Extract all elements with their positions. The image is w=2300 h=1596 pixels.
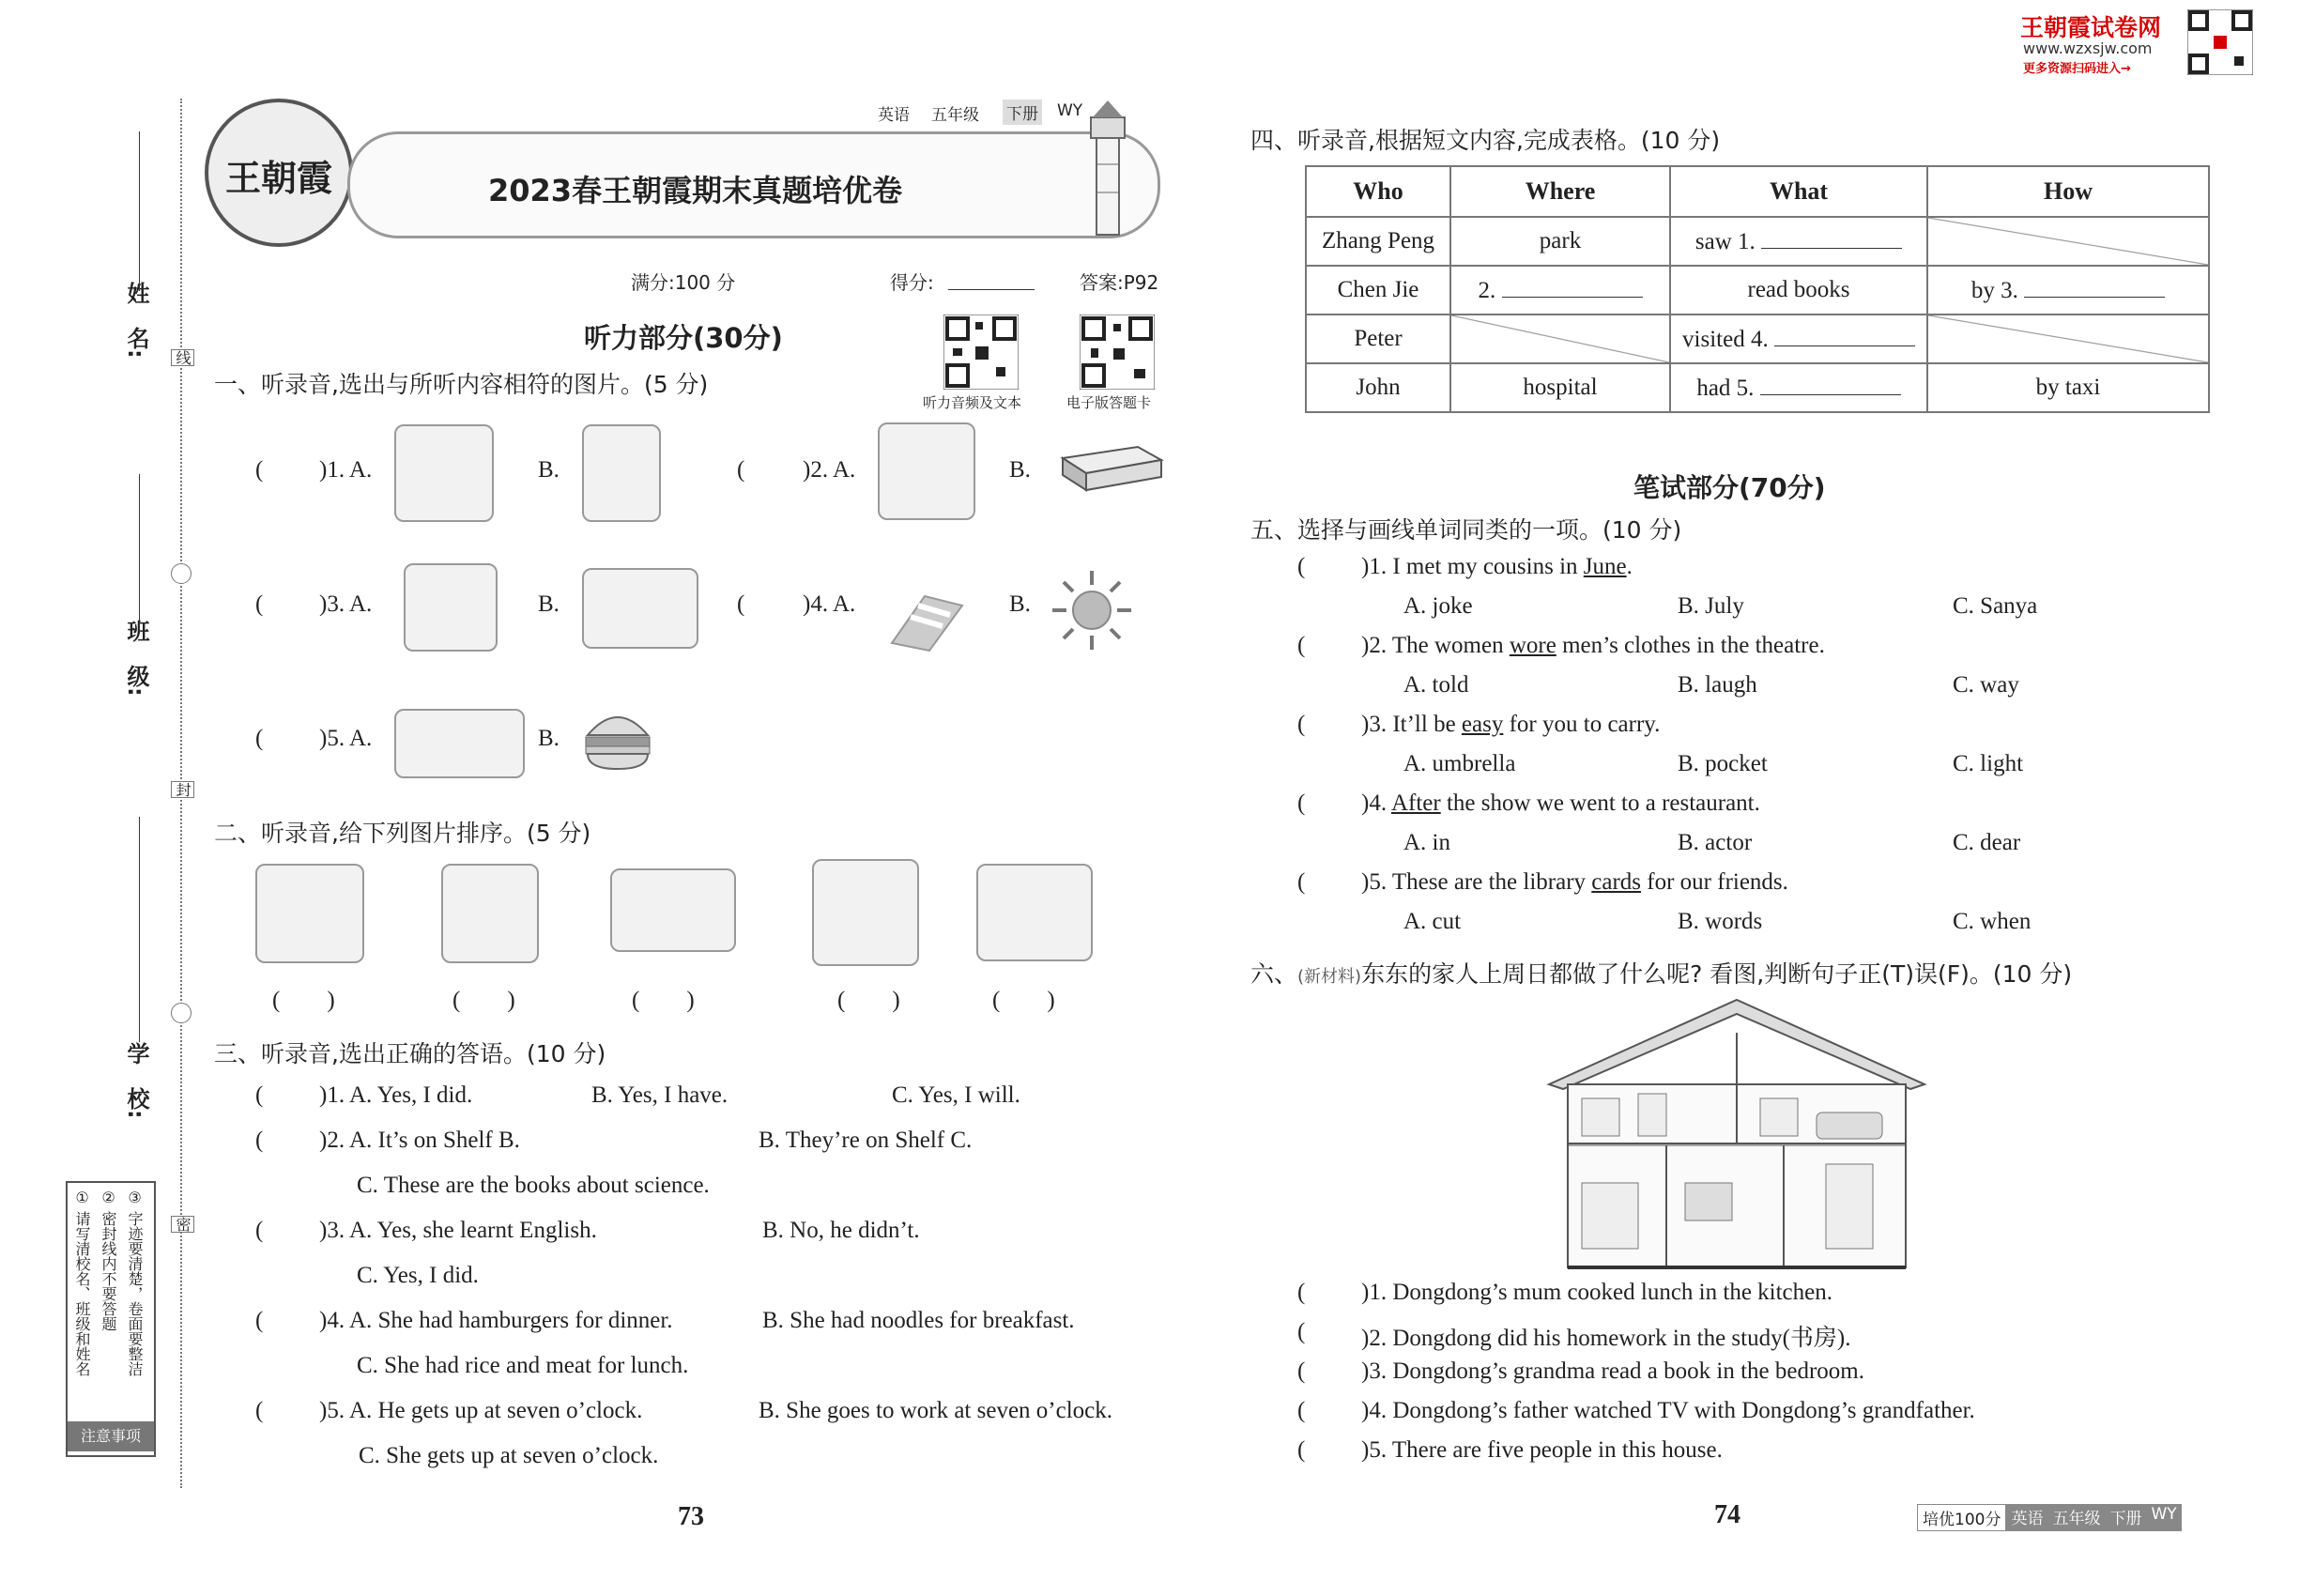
s1-q2-paren[interactable]: (: [737, 457, 745, 483]
s5-q4-post: the show we went to a restaurant.: [1440, 790, 1760, 816]
s5-q3-underlined: easy: [1461, 712, 1504, 737]
s5-q4-b[interactable]: B. actor: [1678, 830, 1753, 855]
class-label: 班 级:: [123, 620, 149, 697]
s2-paren-2[interactable]: ( ): [452, 988, 515, 1013]
s2-paren-1[interactable]: ( ): [272, 988, 335, 1013]
score-label: 得分:: [890, 271, 934, 294]
hamburger-icon[interactable]: [580, 699, 655, 775]
s6-q1: )1. Dongdong’s mum cooked lunch in the kitchen.: [1361, 1280, 1833, 1305]
s6-q3-paren[interactable]: (: [1297, 1358, 1306, 1384]
s3-q4-a: )4. A. She had hamburgers for dinner.: [319, 1308, 673, 1333]
s5-q4-paren[interactable]: (: [1297, 790, 1306, 816]
brand-url[interactable]: www.wzxsjw.com: [2023, 39, 2153, 57]
s1-q2-no: )2. A.: [803, 457, 856, 483]
score-total: 满分:100 分: [631, 271, 736, 294]
notice-1: ① 请写清校名、班级和姓名: [73, 1189, 91, 1377]
s5-q1-a[interactable]: A. joke: [1403, 593, 1473, 619]
house-illustration[interactable]: [1544, 995, 1929, 1272]
s3-q5-b: B. She goes to work at seven o’clock.: [759, 1398, 1113, 1423]
name-label: 姓 名:: [123, 282, 149, 359]
s1-q3-paren[interactable]: (: [255, 591, 264, 617]
s3-q3-c: C. Yes, I did.: [357, 1263, 479, 1288]
boy-reading-image[interactable]: [441, 864, 539, 963]
s4-r2-where[interactable]: [1450, 266, 1670, 315]
brand-site[interactable]: 王朝霞试卷网: [2020, 14, 2162, 41]
s4-blank-2[interactable]: [1502, 276, 1643, 298]
s6-q3: )3. Dongdong’s grandma read a book in the bedroom.: [1361, 1358, 1864, 1384]
writing-title: 笔试部分(70分): [1633, 472, 1826, 503]
s4-r1-how-slash: [1927, 217, 2209, 266]
s4-r4-who: John: [1306, 363, 1450, 412]
s5-q2-underlined: wore: [1509, 633, 1556, 658]
s4-r2-where-label: 2.: [1478, 278, 1496, 303]
s4-r3-who: Peter: [1306, 315, 1450, 363]
s5-q2-pre: )2. The women: [1361, 633, 1510, 658]
footer-bar: [1917, 1504, 2182, 1531]
s5-q3-b[interactable]: B. pocket: [1678, 751, 1768, 776]
s3-q2-c: C. These are the books about science.: [357, 1173, 710, 1198]
s3-q5-c: C. She gets up at seven o’clock.: [359, 1443, 659, 1468]
s5-q5-paren[interactable]: (: [1297, 869, 1306, 895]
header-grade: 五年级: [931, 106, 979, 125]
sun-icon[interactable]: [1050, 568, 1134, 652]
s4-table: [1305, 165, 2210, 413]
s6-title: 东东的家人上周日都做了什么呢? 看图,判断句子正(T)误(F)。(10 分): [1361, 960, 2073, 988]
s5-q5-stem: [1361, 869, 1788, 896]
notice-title: 注意事项: [68, 1421, 154, 1451]
s5-q3-post: for you to carry.: [1503, 712, 1661, 737]
s4-title: 四、听录音,根据短文内容,完成表格。(10 分): [1250, 127, 1721, 154]
school-field[interactable]: [139, 817, 140, 1042]
footer-subject: 英语: [2006, 1504, 2047, 1531]
s4-r3-what[interactable]: [1670, 315, 1927, 363]
s6-q4: )4. Dongdong’s father watched TV with Dongdong’s grandfather.: [1361, 1398, 1975, 1423]
s3-q4-c: C. She had rice and meat for lunch.: [357, 1353, 689, 1378]
s5-q5-pre: )5. These are the library: [1361, 869, 1592, 895]
s6-q2-paren[interactable]: (: [1297, 1319, 1306, 1344]
s3-q1-c: C. Yes, I will.: [892, 1082, 1020, 1108]
s5-q1-underlined: June: [1583, 554, 1627, 579]
s5-q3-c[interactable]: C. light: [1953, 751, 2024, 776]
s3-q5-a: )5. A. He gets up at seven o’clock.: [319, 1398, 643, 1423]
brand-qr-icon[interactable]: [2187, 9, 2253, 75]
s4-r1-what[interactable]: [1670, 217, 1927, 266]
kite-flying-image[interactable]: [812, 859, 919, 966]
s5-q2-c[interactable]: C. way: [1953, 672, 2019, 698]
s1-q2-b: B.: [1009, 457, 1031, 483]
lighthouse-icon: [1080, 99, 1136, 239]
s4-r3-what-label: visited 4.: [1682, 327, 1769, 352]
footer-label: 培优100分: [1917, 1504, 2006, 1531]
s5-q4-a[interactable]: A. in: [1403, 830, 1450, 855]
s3-q3-a: )3. A. Yes, she learnt English.: [319, 1218, 597, 1243]
s4-r2-what: read books: [1670, 266, 1927, 315]
logo-text: 王朝霞: [224, 157, 332, 199]
family-party-image[interactable]: [255, 864, 364, 963]
brand-more: 更多资源扫码进入→: [2023, 62, 2131, 76]
traffic-image[interactable]: [610, 868, 736, 952]
s4-blank-1[interactable]: [1761, 227, 1902, 249]
s1-q1-paren[interactable]: (: [255, 457, 264, 483]
audio-qr-caption: 听力音频及文本: [923, 396, 1022, 411]
s5-title: 五、选择与画线单词同类的一项。(10 分): [1250, 516, 1682, 544]
s2-paren-5[interactable]: ( ): [992, 988, 1055, 1013]
s2-paren-4[interactable]: ( ): [837, 988, 900, 1013]
s3-q1-paren[interactable]: (: [255, 1082, 264, 1108]
s5-q2-stem: [1361, 633, 1825, 659]
s5-q2-a[interactable]: A. told: [1403, 672, 1469, 698]
girl-drawing-image[interactable]: [582, 424, 661, 522]
kite-icon[interactable]: [882, 577, 967, 652]
s4-r3-how-slash: [1927, 315, 2209, 363]
s1-title: 一、听录音,选出与所听内容相符的图片。(5 分): [214, 371, 709, 398]
s1-q5-paren[interactable]: (: [255, 726, 264, 751]
footer-grade: 五年级: [2047, 1504, 2105, 1531]
s6-title-line: [1250, 956, 2072, 990]
s5-q5-c[interactable]: C. when: [1953, 909, 2032, 934]
s4-r1-where: park: [1450, 217, 1670, 266]
logo-badge: [205, 99, 353, 247]
s4-r4-what[interactable]: [1670, 363, 1927, 412]
s5-q4-c[interactable]: C. dear: [1953, 830, 2021, 855]
s2-title: 二、听录音,给下列图片排序。(5 分): [214, 820, 591, 847]
s6-q5: )5. There are five people in this house.: [1361, 1437, 1723, 1463]
s4-r1-what-label: saw 1.: [1694, 229, 1756, 254]
answer-ref: 答案:P92: [1080, 271, 1159, 294]
s4-blank-3[interactable]: [2024, 276, 2165, 298]
s5-q5-underlined: cards: [1591, 869, 1642, 895]
notice-box: [66, 1181, 156, 1457]
exam-title: 2023春王朝霞期末真题培优卷: [488, 173, 903, 208]
girl-food-image[interactable]: [976, 864, 1093, 961]
notice-3: ③ 字迹要清楚，卷面要整洁: [126, 1189, 144, 1377]
s3-q1-b: B. Yes, I have.: [591, 1082, 728, 1108]
s4-r2-who: Chen Jie: [1306, 266, 1450, 315]
page-number-left: 73: [678, 1502, 704, 1531]
s2-paren-3[interactable]: ( ): [632, 988, 695, 1013]
s1-q4-b: B.: [1009, 591, 1031, 617]
score-field[interactable]: [948, 289, 1035, 290]
boy-library-image[interactable]: [582, 568, 698, 649]
s3-q4-b: B. She had noodles for breakfast.: [762, 1308, 1075, 1333]
s4-header-where: Where: [1450, 166, 1670, 217]
s5-q3-stem: [1361, 712, 1660, 738]
s5-q3-a[interactable]: A. umbrella: [1403, 751, 1516, 776]
s5-q1-pre: )1. I met my cousins in: [1361, 554, 1584, 579]
s5-q1-c[interactable]: C. Sanya: [1953, 593, 2038, 619]
s3-q2-a: )2. A. It’s on Shelf B.: [319, 1128, 520, 1153]
audio-qr-icon[interactable]: [943, 315, 1019, 390]
name-field[interactable]: [139, 131, 140, 291]
book-icon[interactable]: [1053, 441, 1166, 498]
s1-q1-no: )1. A.: [319, 457, 373, 483]
s4-r4-how: by taxi: [1927, 363, 2209, 412]
s3-q5-paren[interactable]: (: [255, 1398, 264, 1423]
seal-dot-2: [171, 1003, 192, 1023]
header-subject: 英语: [878, 106, 910, 125]
s1-q3-b: B.: [538, 591, 560, 617]
s1-q4-no: )4. A.: [803, 591, 856, 617]
school-label: 学 校:: [123, 1042, 149, 1119]
s3-q4-paren[interactable]: (: [255, 1308, 264, 1333]
header-edition: WY: [1057, 101, 1083, 120]
s6-title-prefix: 六、: [1250, 960, 1298, 988]
s4-header-how: How: [1927, 166, 2209, 217]
s1-q5-b: B.: [538, 726, 560, 751]
s4-blank-4[interactable]: [1774, 325, 1915, 346]
s4-r2-how-label: by 3.: [1970, 278, 2018, 303]
s5-q1-stem: [1361, 554, 1633, 580]
s6-q5-paren[interactable]: (: [1297, 1437, 1306, 1463]
s5-q1-post: .: [1626, 554, 1633, 579]
footer-edition: WY: [2146, 1504, 2181, 1531]
s1-q4-paren[interactable]: (: [737, 591, 745, 617]
s1-q1-b: B.: [538, 457, 560, 483]
card-qr-icon[interactable]: [1080, 315, 1155, 390]
s5-q1-b[interactable]: B. July: [1678, 593, 1744, 619]
seal-dot-1: [171, 563, 192, 584]
s5-q4-pre: )4.: [1361, 790, 1391, 816]
card-qr-caption: 电子版答题卡: [1066, 396, 1152, 411]
s6-q4-paren[interactable]: (: [1297, 1398, 1306, 1423]
dragon-kite-image[interactable]: [878, 422, 975, 520]
s5-q4-underlined: After: [1390, 790, 1441, 816]
s4-r2-how[interactable]: [1927, 266, 2209, 315]
class-field[interactable]: [139, 474, 140, 634]
car-scene-image[interactable]: [394, 424, 494, 522]
s3-title: 三、听录音,选出正确的答语。(10 分): [214, 1040, 606, 1067]
seal-mark-line: 线: [171, 349, 194, 366]
s1-q5-no: )5. A.: [319, 726, 373, 751]
sandwiches-image[interactable]: [394, 709, 525, 778]
s6-tag: (新材料): [1297, 967, 1362, 987]
footer-term: 下册: [2105, 1504, 2146, 1531]
notice-2: ② 密封线内不要答题: [100, 1189, 117, 1332]
s5-q2-post: men’s clothes in the theatre.: [1556, 633, 1825, 658]
s5-q5-a[interactable]: A. cut: [1403, 909, 1462, 934]
s4-blank-5[interactable]: [1760, 374, 1901, 395]
s1-q3-no: )3. A.: [319, 591, 373, 617]
s5-q3-pre: )3. It’ll be: [1361, 712, 1462, 737]
s5-q3-paren[interactable]: (: [1297, 712, 1306, 737]
s4-r4-what-label: had 5.: [1696, 376, 1755, 401]
s3-q2-b: B. They’re on Shelf C.: [759, 1128, 973, 1153]
s3-q2-paren[interactable]: (: [255, 1128, 264, 1153]
s5-q2-paren[interactable]: (: [1297, 633, 1306, 658]
header-term: 下册: [1003, 100, 1042, 125]
s4-r3-where-slash: [1450, 315, 1670, 363]
s5-q1-paren[interactable]: (: [1297, 554, 1306, 579]
s5-q4-stem: [1361, 790, 1760, 817]
s4-r4-where: hospital: [1450, 363, 1670, 412]
s4-r1-who: Zhang Peng: [1306, 217, 1450, 266]
seal-mark-seal: 封: [171, 781, 194, 798]
s3-q3-paren[interactable]: (: [255, 1218, 264, 1243]
page-number-right: 74: [1714, 1500, 1740, 1529]
s3-q3-b: B. No, he didn’t.: [762, 1218, 920, 1243]
s5-q5-b[interactable]: B. words: [1678, 909, 1763, 934]
seal-mark-secret: 密: [171, 1216, 194, 1233]
listening-title: 听力部分(30分): [584, 322, 783, 354]
s3-q1-a: )1. A. Yes, I did.: [319, 1082, 473, 1108]
s5-q5-post: for our friends.: [1641, 869, 1788, 895]
s5-q2-b[interactable]: B. laugh: [1678, 672, 1757, 698]
s6-q1-paren[interactable]: (: [1297, 1280, 1306, 1305]
boy-writing-image[interactable]: [404, 563, 498, 652]
s4-header-what: What: [1670, 166, 1927, 217]
s6-q2: )2. Dongdong did his homework in the study(书房).: [1361, 1326, 1851, 1351]
s4-header-who: Who: [1306, 166, 1450, 217]
